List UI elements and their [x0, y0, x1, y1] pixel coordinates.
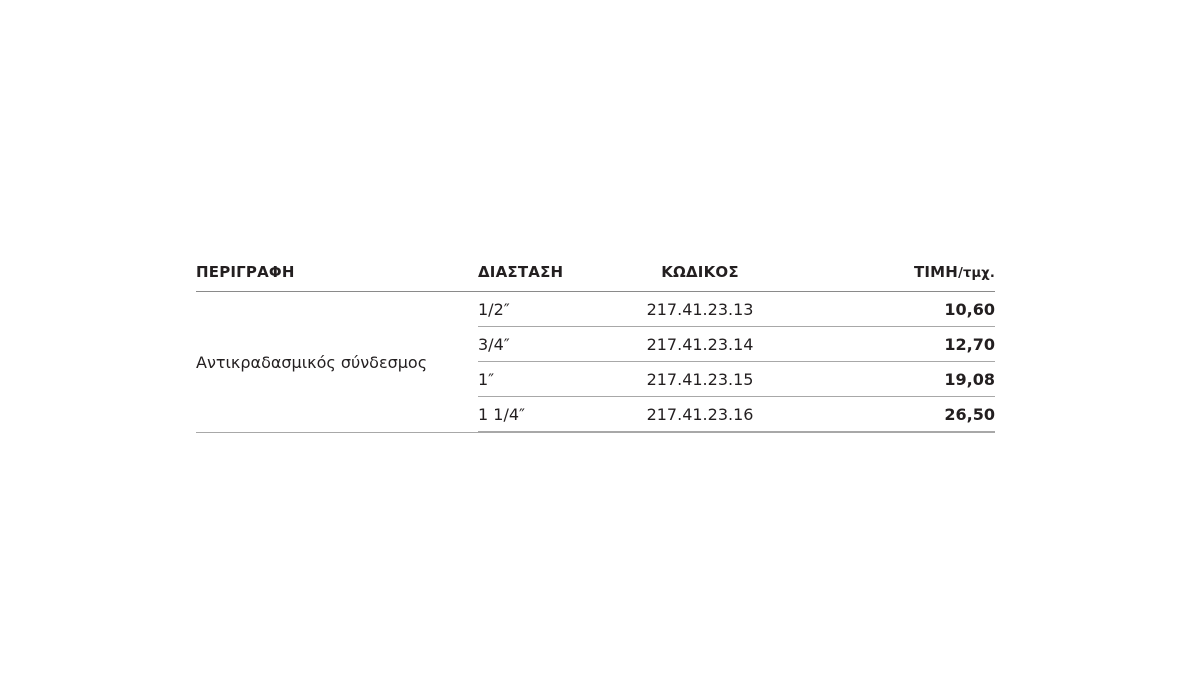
dimension-cell: 1 1/4″: [478, 405, 525, 424]
code-cell: 217.41.23.15: [646, 370, 754, 389]
code-cell: 217.41.23.13: [646, 300, 754, 319]
header-price-unit: /τμχ.: [958, 266, 995, 281]
dimension-cell: 1″: [478, 370, 495, 389]
table-row: [478, 327, 995, 362]
table-row: [478, 397, 995, 432]
header-dimension: ΔΙΑΣΤΑΣΗ: [478, 263, 564, 281]
table-body: [196, 292, 995, 433]
dimension-cell: 1/2″: [478, 300, 510, 319]
table-row: [478, 362, 995, 397]
price-cell: 10,60: [944, 300, 995, 319]
table-bottom-rule: [196, 432, 995, 433]
price-cell: 19,08: [944, 370, 995, 389]
dimension-cell: 3/4″: [478, 335, 510, 354]
price-cell: 12,70: [944, 335, 995, 354]
table-header: [196, 255, 995, 292]
price-table: [196, 255, 995, 433]
product-description: Αντικραδασμικός σύνδεσμος: [196, 353, 428, 372]
price-cell: 26,50: [944, 405, 995, 424]
table-row: [478, 292, 995, 327]
code-cell: 217.41.23.16: [646, 405, 754, 424]
header-code: ΚΩΔΙΚΟΣ: [661, 263, 739, 281]
table-rows: [478, 292, 995, 432]
code-cell: 217.41.23.14: [646, 335, 754, 354]
header-description: ΠΕΡΙΓΡΑΦΗ: [196, 263, 295, 281]
header-price-label: ΤΙΜΗ: [913, 263, 959, 281]
header-price: [914, 263, 995, 281]
